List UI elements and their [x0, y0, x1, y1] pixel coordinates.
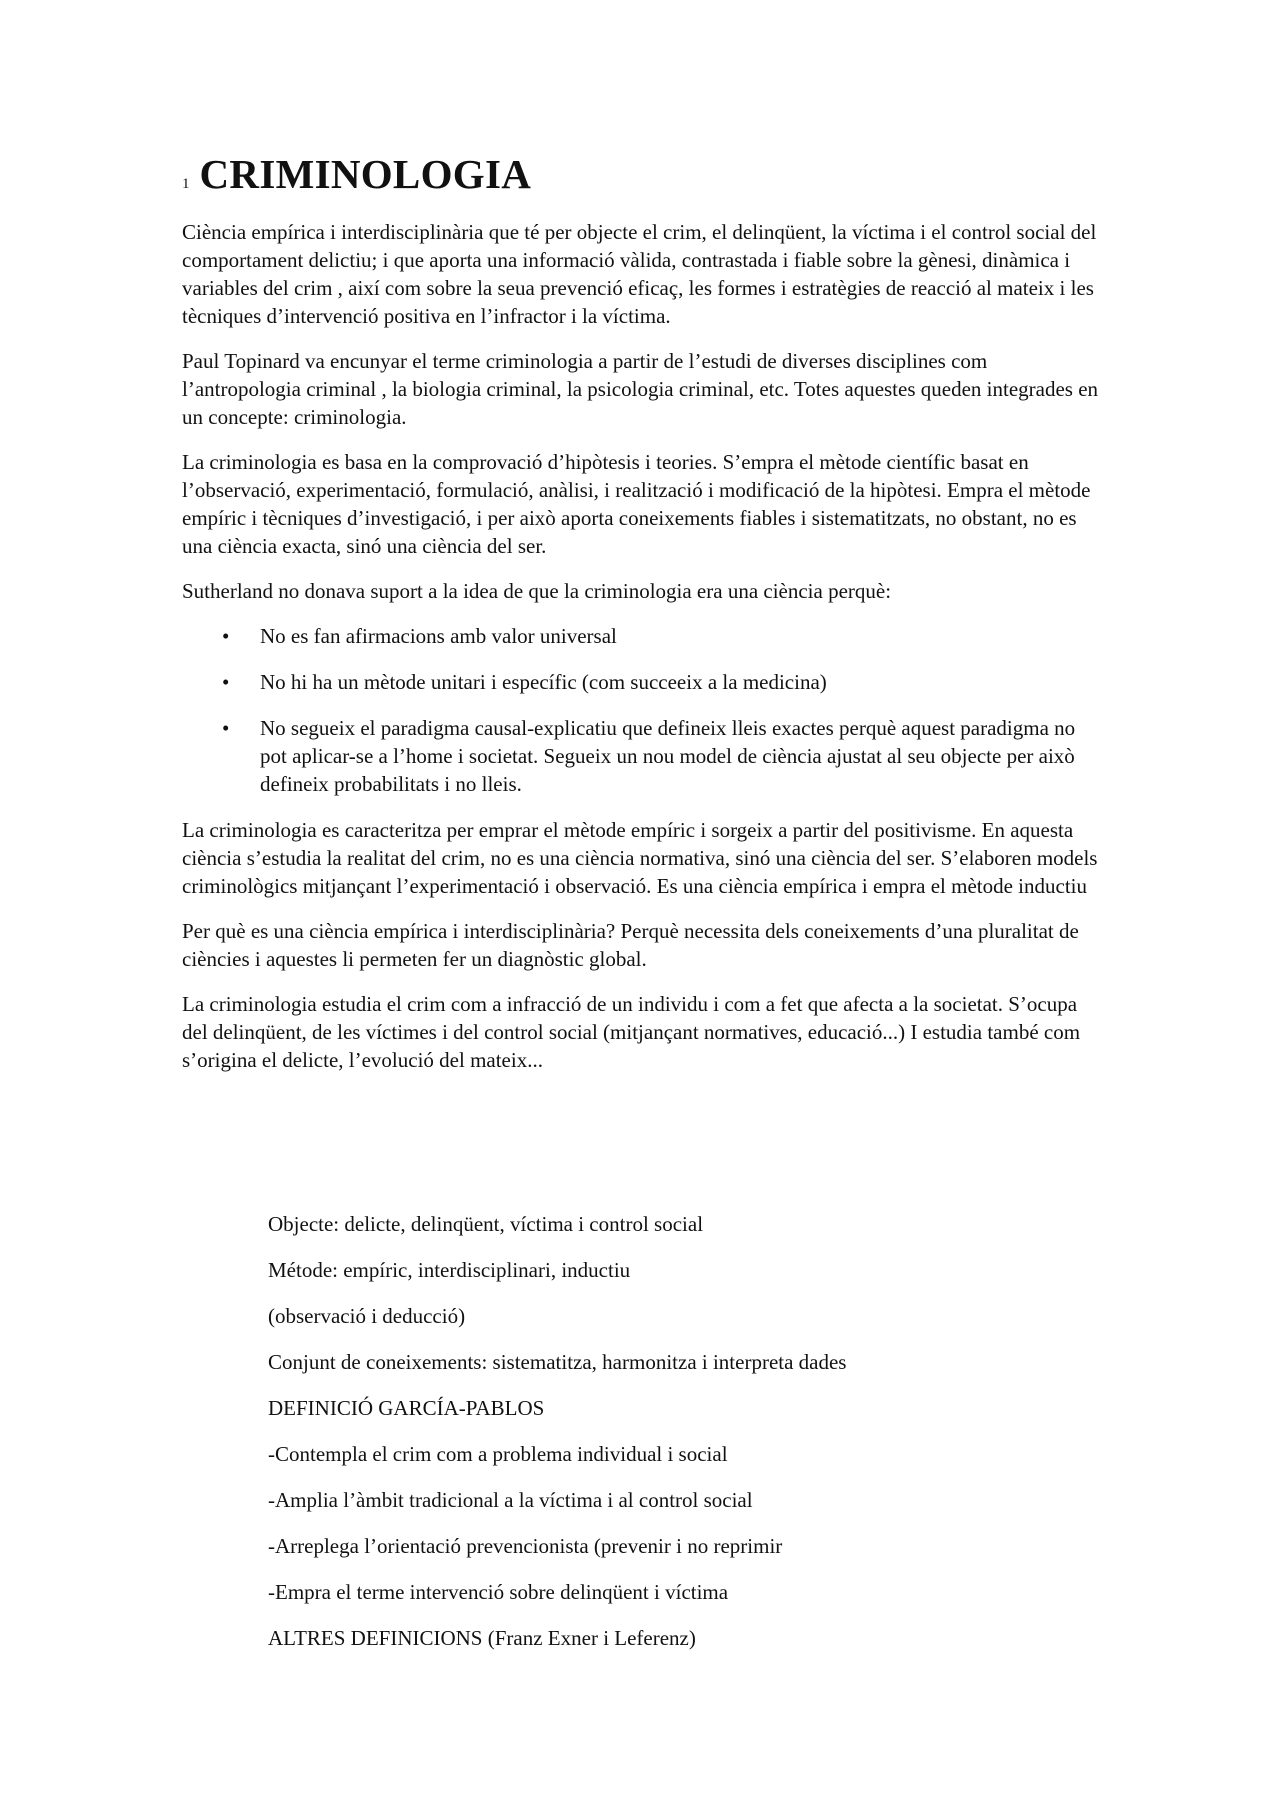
section-heading: [182, 150, 531, 198]
heading-title: CRIMINOLOGIA: [199, 151, 532, 197]
paragraph-interdisciplinary: Per què es una ciència empírica i interdisciplinària? Perquè necessita dels coneixements d’una pluralitat de ciències i aquestes li permeten fer un diagnòstic global.: [182, 919, 1079, 971]
summary-line: Conjunt de coneixements: sistematitza, harmonitza i interpreta dades: [268, 1350, 847, 1374]
list-item: [182, 668, 1102, 696]
summary-line: -Contempla el crim com a problema individual i social: [268, 1442, 728, 1466]
list-item: [182, 622, 1102, 650]
bullet-icon: •: [222, 670, 230, 694]
list-item-text: No hi ha un mètode unitari i específic (com succeeix a la medicina): [260, 670, 827, 694]
heading-number: 1: [182, 176, 190, 192]
summary-line: DEFINICIÓ GARCÍA-PABLOS: [268, 1396, 545, 1420]
paragraph-definition: Ciència empírica i interdisciplinària que té per objecte el crim, el delinqüent, la víctima i el control social del comportament delictiu; i que aporta una informació vàlida, contrastada i fiable sobre la gènesi, dinàmica i variables del crim , així com sobre la seua prevenció eficaç, les formes i estratègies de reacció al mateix i les tècniques d’intervenció positiva en l’infractor i la víctima.: [182, 220, 1097, 328]
paragraph-method: La criminologia es basa en la comprovació d’hipòtesis i teories. S’empra el mètode científic basat en l’observació, experimentació, formulació, anàlisi, i realització i modificació de la hipòtesi. Empra el mètode empíric i tècniques d’investigació, i per això aporta coneixements fiables i sistematitzats, no obstant, no es una ciència exacta, sinó una ciència del ser.: [182, 450, 1091, 558]
paragraph-topinard: Paul Topinard va encunyar el terme criminologia a partir de l’estudi de diverses disciplines com l’antropologia criminal , la biologia criminal, la psicologia criminal, etc. Totes aquestes queden integrades en un concepte: criminologia.: [182, 349, 1099, 429]
paragraph-positivism: La criminologia es caracteritza per emprar el mètode empíric i sorgeix a partir del positivisme. En aquesta ciència s’estudia la realitat del crim, no es una ciència normativa, sinó una ciència del ser. S’elaboren models criminològics mitjançant l’experimentació i observació. Es una ciència empírica i empra el mètode inductiu: [182, 818, 1098, 898]
summary-line: -Amplia l’àmbit tradicional a la víctima i al control social: [268, 1488, 753, 1512]
bullet-icon: •: [222, 624, 230, 648]
body-text: [182, 218, 1102, 1091]
list-item-text: No es fan afirmacions amb valor universal: [260, 624, 617, 648]
bullet-icon: •: [222, 716, 230, 740]
summary-line: Métode: empíric, interdisciplinari, inductiu: [268, 1258, 631, 1282]
summary-line: ALTRES DEFINICIONS (Franz Exner i Leferenz): [268, 1626, 696, 1650]
bullet-list: [182, 622, 1102, 798]
list-item-text: No segueix el paradigma causal-explicatiu que defineix lleis exactes perquè aquest paradigma no pot aplicar-se a l’home i societat. Segueix un nou model de ciència ajustat al seu objecte per això defineix probabilitats i no lleis.: [260, 716, 1076, 796]
summary-line: -Arreplega l’orientació prevencionista (prevenir i no reprimir: [268, 1534, 783, 1558]
paragraph-scope: La criminologia estudia el crim com a infracció de un individu i com a fet que afecta a la societat. S’ocupa del delinqüent, de les víctimes i del control social (mitjançant normatives, educació...) I estudia també com s’origina el delicte, l’evolució del mateix...: [182, 992, 1081, 1072]
summary-line: -Empra el terme intervenció sobre delinqüent i víctima: [268, 1580, 729, 1604]
list-item: [182, 714, 1102, 798]
summary-line: (observació i deducció): [268, 1304, 466, 1328]
summary-line: Objecte: delicte, delinqüent, víctima i control social: [268, 1212, 704, 1236]
paragraph-sutherland: Sutherland no donava suport a la idea de que la criminologia era una ciència perquè:: [182, 579, 892, 603]
summary-notes: [268, 1210, 1088, 1670]
